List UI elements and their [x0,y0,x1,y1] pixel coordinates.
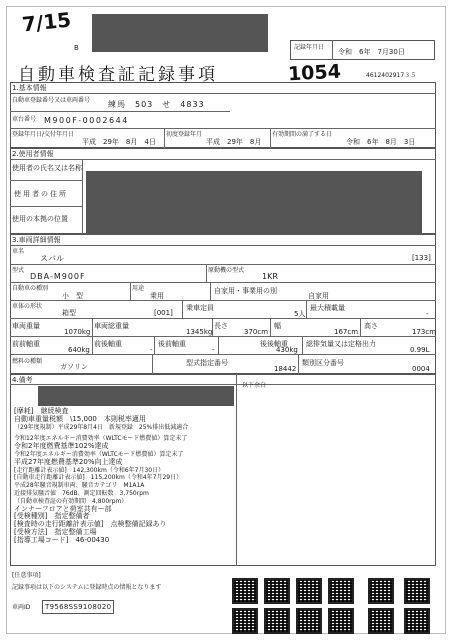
remark-line: [指導工場コード] 46-00430 [14,535,110,544]
back-axle-label: 後後軸重 [260,340,288,348]
remarks-list [14,408,236,545]
chassis-label: 車台番号 [12,116,37,123]
gross-label: 車両総重量 [94,322,129,330]
back-axle-value: 430kg [276,346,298,354]
width-label: 幅 [274,322,281,330]
type-label: 自動車の種別 [12,285,49,292]
remark-line: （自動車検査証の有効期間 4,800rpm） [14,497,128,505]
user-info-redaction [86,171,422,233]
expiry-label: 有効期間の満了する日 [272,131,333,138]
remark-line: [受検方法] 指定整備工場 [14,527,97,536]
rear-front-value: - [150,346,153,354]
gross-value: 1345kg [186,328,213,336]
remark-line: 令和12年度エネルギー消費効率（WLTCモード燃費値）算定未了 [14,435,188,443]
qr-code [264,608,290,634]
user-address-label: 使用者の住所 [14,190,68,198]
engine-value: 1KR [262,272,278,281]
rear-front-label: 前後軸重 [94,340,122,348]
qr-code [328,578,354,604]
qr-code [404,608,430,634]
remark-line: [走行距離計表示値] 142,300km（令和6年7月30日） [14,466,165,474]
user-name-label: 使用者の氏名又は名称 [12,164,82,172]
height-value: 173cm [412,328,437,336]
expiry-value: 令和 6年 8月 3日 [346,138,416,146]
qr-code [232,578,258,604]
qr-code [404,578,430,604]
front-axle-value: 640kg [68,346,90,354]
below-blank: 以下余白 [242,382,267,389]
capacity-label: 乗車定員 [186,304,214,312]
length-label: 長さ [214,322,228,330]
qr-code [368,608,394,634]
section4-heading: 4.備考 [12,376,33,384]
qr-code [296,578,322,604]
reg-number-label: 自動車登録番号又は車両番号 [12,97,91,104]
first-reg-label: 登録年月日/交付年月日 [12,131,75,138]
length-value: 370cm [244,328,269,336]
weight-label: 車両重量 [12,322,40,330]
max-load-value: - [426,310,429,318]
width-value: 167cm [334,328,359,336]
fuel-value: ガソリン [60,363,88,371]
other-heading: [任意事項] [12,572,41,579]
remark-line: 令和2年度エネルギー消費効率（WLTCモード燃費値）算定未了 [14,450,184,458]
type-approval-value: 18442 [274,365,297,373]
reg-number-value: 練馬 503 せ 4833 [108,100,205,109]
remark-line: 平成28年騒音規制車両、騒音カテゴリ M1A1A [14,482,145,490]
use-label: 用途 [132,285,145,292]
use-value: 乗用 [150,292,164,300]
business-label: 自家用・事業用の別 [214,287,277,295]
remark-line: インナーフロアと荷室共有ー部 [14,504,112,513]
qr-code [232,608,258,634]
handwritten-note: 7/15 [20,7,73,37]
business-value: 自家用 [308,292,329,300]
chassis-value: M900F-0002644 [44,116,129,125]
first-reg-value: 平成 29年 8月 4日 [82,138,156,146]
model-value: DBA-M900F [30,272,86,281]
section3-heading: 3.車両詳細情報 [12,236,61,244]
displacement-value: 0.99L [410,346,430,354]
engine-label: 原動機の型式 [208,267,245,274]
remark-line: [受検種別] 指定整備者 [14,512,90,521]
qr-code [328,608,354,634]
height-label: 高さ [364,322,378,330]
record-date-value: 令和 6年 7月30日 [338,48,405,56]
remark-line: （29年度規制）平成29年8月4日 新規登録 25%排出低減適合 [14,423,189,431]
remark-line: [検査時の走行距離計表示値] 点検整備記録あり [14,520,167,529]
remarks-redaction [38,386,234,406]
vehicle-id-label: 車両ID [12,604,31,611]
max-load-label: 最大積載量 [310,304,345,312]
type-approval-label: 型式指定番号 [186,359,228,367]
handwritten-number: 1054 [287,60,342,86]
remark-line: 令和2年度燃費基準102%達成 [14,442,109,451]
system-note: 記録事項は以下のシステムに登録時点の情報となります [12,584,162,591]
displacement-label: 総排気量又は定格出力 [306,340,376,348]
doc-number: 4612402917３５ [366,72,417,79]
type-value: 小 型 [62,292,83,300]
model-label: 型式 [12,267,25,274]
shape-label: 車体の形状 [12,303,43,310]
record-date-label: 記録年月日 [294,44,325,51]
category-label: 類別区分番号 [302,359,344,367]
remark-line: [摩耗] 継続検査 [14,407,69,415]
first-reg-ym-label: 初度登録年月 [166,131,203,138]
shape-code: [001] [154,309,173,317]
document-title: 自動車検査証記録事項 [18,65,218,85]
remark-line: 自動車重量税額 \15,000 本則税率適用 [14,414,146,423]
header-redaction [92,14,268,52]
shape-value: 箱型 [62,309,76,317]
qr-code [264,578,290,604]
front-axle-label: 前前軸重 [12,340,40,348]
category-value: 0004 [412,365,430,373]
vehicle-id-value: T9568SS9108020 [45,603,112,611]
section1-heading: 1.基本情報 [12,84,47,92]
qr-code [296,608,322,634]
maker-value: スバル [40,254,64,263]
maker-label: 車名 [12,248,25,255]
qr-code [368,578,394,604]
section2-heading: 2.使用者情報 [12,150,54,158]
first-reg-ym-value: 平成 29年 8月 [206,138,262,146]
rear-rear-label: 後前軸重 [158,340,186,348]
capacity-value: 5人 [294,310,306,318]
user-base-label: 使用の本拠の位置 [12,215,68,223]
rear-rear-value: - [212,346,215,354]
remark-line: [自動車走行距離計表示値] 115,200km（令和4年7月29日） [14,474,183,482]
b-mark: B [74,44,79,52]
maker-code: [133] [412,254,431,262]
weight-value: 1070kg [64,328,91,336]
remark-line: 近接排気騒音値 76dB、測定回転数 3,750rpm [14,489,149,497]
fuel-label: 燃料の種類 [12,358,43,365]
remark-line: 平成27年度燃費基準20%向上達成 [14,457,123,466]
